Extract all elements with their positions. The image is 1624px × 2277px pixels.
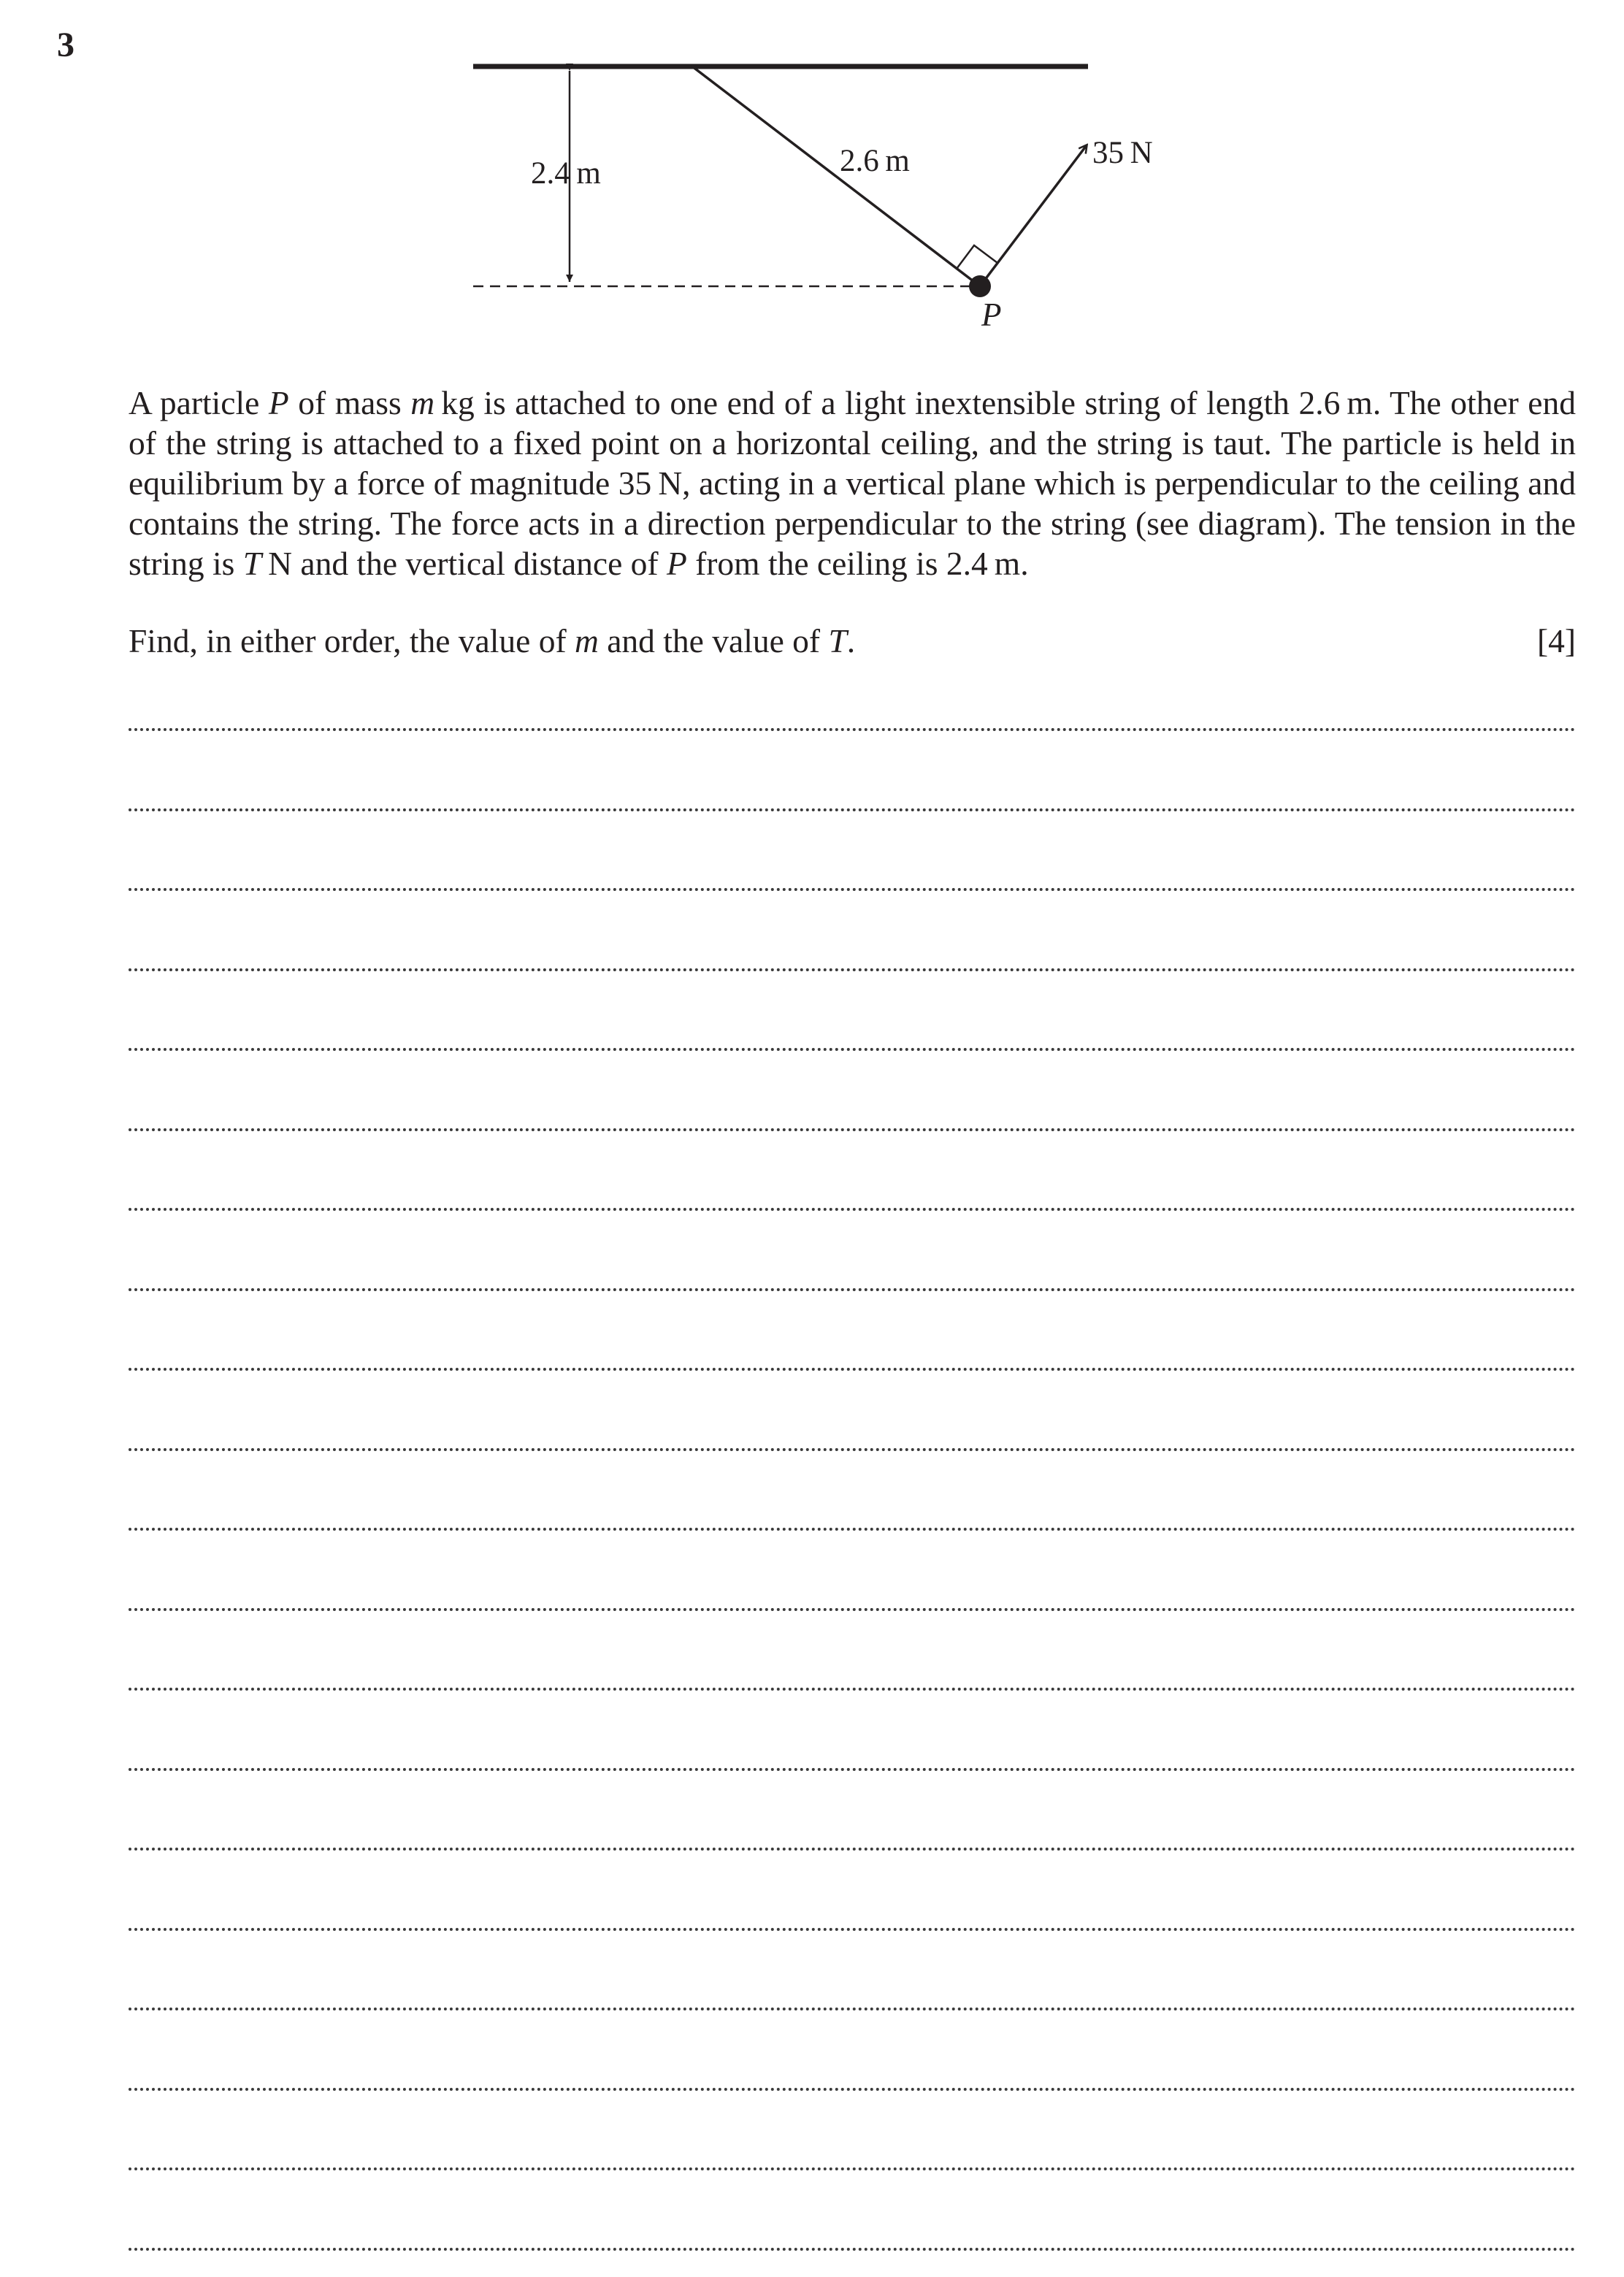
answer-line[interactable] xyxy=(129,1048,1576,1051)
answer-line[interactable] xyxy=(129,1208,1576,1211)
answer-line[interactable] xyxy=(129,1608,1576,1611)
right-angle-marker xyxy=(957,245,997,269)
answer-line[interactable] xyxy=(129,2088,1576,2091)
question-number: 3 xyxy=(57,26,74,64)
vertical-distance-label: 2.4 m xyxy=(531,156,601,191)
answer-line[interactable] xyxy=(129,1848,1576,1851)
string-line xyxy=(692,66,980,286)
task-instruction: Find, in either order, the value of m and the value of T. xyxy=(129,622,856,659)
answer-line[interactable] xyxy=(129,1768,1576,1771)
string-length-label: 2.6 m xyxy=(840,144,910,178)
force-label: 35 N xyxy=(1092,136,1153,170)
answer-line[interactable] xyxy=(129,968,1576,971)
answer-line[interactable] xyxy=(129,2167,1576,2170)
answer-line[interactable] xyxy=(129,1448,1576,1451)
answer-line[interactable] xyxy=(129,888,1576,891)
answer-line[interactable] xyxy=(129,1368,1576,1371)
answer-line[interactable] xyxy=(129,728,1576,731)
force-diagram xyxy=(0,0,1624,351)
answer-line[interactable] xyxy=(129,2008,1576,2010)
particle-dot xyxy=(969,275,991,297)
question-text: A particle P of mass m kg is attached to one end of a light inextensible string of length 2.6 m. The other end of the string is attached to a fixed point on a horizontal ceiling, and the string is taut. The particle is held in equilibrium by a force of magnitude 35 N, acting in a vertical plane which is perpendicular to the ceiling and contains the string. The force acts in a direction perpendicular to the string (see diagram). The tension in the string is T N and the vertical distance of P from the ceiling is 2.4 m. xyxy=(129,384,1576,582)
answer-line[interactable] xyxy=(129,1128,1576,1131)
answer-line[interactable] xyxy=(129,2248,1576,2251)
force-arrow xyxy=(980,145,1087,286)
answer-line[interactable] xyxy=(129,808,1576,811)
answer-line[interactable] xyxy=(129,1288,1576,1291)
marks-allocation: [4] xyxy=(1536,622,1576,659)
answer-line[interactable] xyxy=(129,1688,1576,1691)
answer-line[interactable] xyxy=(129,1928,1576,1931)
answer-line[interactable] xyxy=(129,1528,1576,1531)
particle-label: P xyxy=(981,296,1002,333)
